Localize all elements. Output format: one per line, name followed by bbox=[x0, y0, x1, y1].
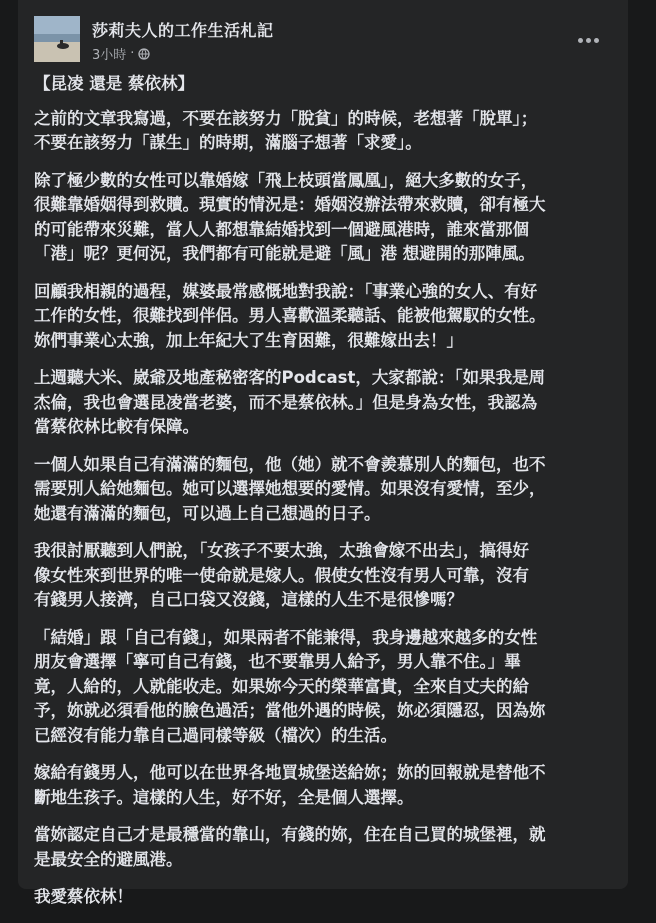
post-paragraph: 之前的文章我寫過，不要在該努力「脫貧」的時候，老想著「脫單」； 不要在該努力「謀生」的時期，滿腦子想著「求愛」。 bbox=[34, 108, 538, 152]
post-title: 【昆凌 還是 蔡依林】 bbox=[34, 74, 194, 93]
avatar[interactable] bbox=[34, 16, 80, 62]
post-paragraph: 我很討厭聽到人們說，「女孩子不要太強，太強會嫁不出去」，搞得好 像女性來到世界的唯一使命就是嫁人。假使女性沒有男人可靠，沒有 有錢男人接濟，自己口袋又沒錢，這樣的人生不是很慘嗎？ bbox=[34, 541, 529, 609]
post-paragraph: 上週聽大米、崴爺及地產秘密客的Podcast，大家都說：「如果我是周 杰倫，我也會選昆凌當老婆，而不是蔡依林。」但是身為女性，我認為 當蔡依林比較有保障。 bbox=[34, 368, 546, 436]
post-time[interactable]: 3小時 bbox=[92, 48, 127, 63]
post-paragraph: 除了極少數的女性可以靠婚嫁「飛上枝頭當鳳凰」，絕大多數的女子， 很難靠婚姻得到救贖。現實的情況是：婚姻沒辦法帶來救贖，卻有極大 的可能帶來災難，當人人都想靠結婚找到一個避風港時，誰來當那個 「港」呢？更何況，我們都有可能就是避「風」港 想避開的那陣風。 bbox=[34, 170, 546, 263]
post-paragraph: 「結婚」跟「自己有錢」，如果兩者不能兼得，我身邊越來越多的女性 朋友會選擇「寧可自己有錢，也不要靠男人給予，男人靠不住。」畢 竟，人給的，人就能收走。如果妳今天的榮華富貴，全來自丈夫的給 予，妳就必須看他的臉色過活；當他外遇的時候，妳必須隱忍，因為妳 已經沒有能力靠自己過同樣等級（檔次）的生活。 bbox=[34, 627, 546, 745]
avatar-image bbox=[34, 16, 80, 62]
author-name[interactable]: 莎莉夫人的工作生活札記 bbox=[92, 21, 274, 40]
more-options-icon[interactable] bbox=[570, 28, 606, 52]
meta-separator: · bbox=[130, 46, 135, 61]
post-paragraph: 我愛蔡依林！ bbox=[34, 887, 133, 906]
post-card bbox=[18, 0, 628, 906]
post-meta bbox=[92, 44, 150, 63]
post-paragraph: 當妳認定自己才是最穩當的靠山，有錢的妳，住在自己買的城堡裡，就 是最安全的避風港。 bbox=[34, 825, 546, 869]
post-body bbox=[34, 72, 614, 923]
post-paragraph: 回顧我相親的過程，媒婆最常感慨地對我說：「事業心強的女人、有好 工作的女性，很難找到伴侶。男人喜歡溫柔聽話、能被他駕馭的女性。 妳們事業心太強，加上年紀大了生育困難，很難嫁出去！」 bbox=[34, 281, 546, 350]
post-paragraph: 嫁給有錢男人，他可以在世界各地買城堡送給妳；妳的回報就是替他不 斷地生孩子。這樣的人生，好不好，全是個人選擇。 bbox=[34, 763, 546, 807]
more-dot bbox=[594, 38, 599, 43]
more-dot bbox=[578, 38, 583, 43]
more-dot bbox=[586, 38, 591, 43]
post-header bbox=[34, 14, 612, 64]
globe-icon[interactable] bbox=[138, 48, 150, 60]
post-paragraph: 一個人如果自己有滿滿的麵包，他（她）就不會羨慕別人的麵包，也不 需要別人給她麵包。她可以選擇她想要的愛情。如果沒有愛情，至少， 她還有滿滿的麵包，可以過上自己想過的日子。 bbox=[34, 454, 546, 523]
